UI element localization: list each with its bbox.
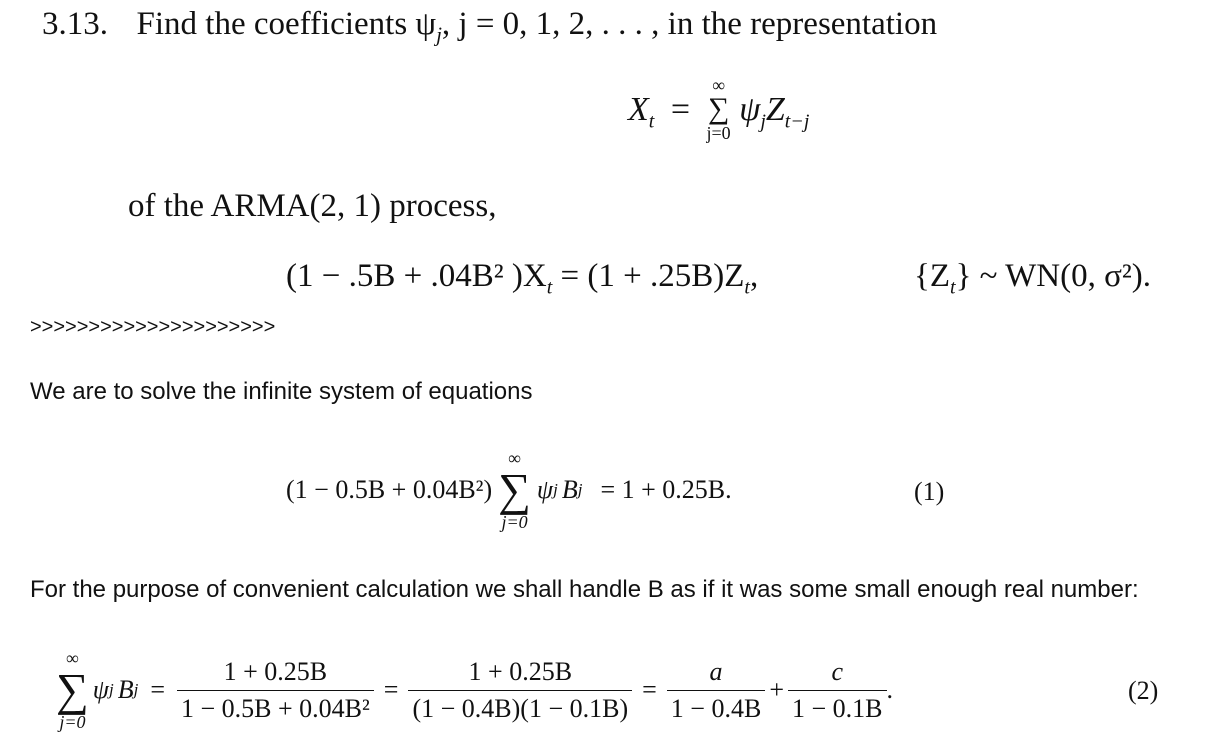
- rep-psi-sub: j: [760, 110, 766, 133]
- equation-2: ∞ ∑ j=0 ψ j B j = $\frac{1 + 0.25B}{\text{1 − 0.5B + 0.04B²}}$ = $\frac{1 + 0.25B}{(1 - 0.4B)(1 - 0.1B)}$ = $\frac{a}{1 - 0.4B}$ + $\frac{c}{1 - 0.1B}$ .: [56, 648, 893, 732]
- statement-sub: j: [436, 22, 442, 47]
- arma-equation: [286, 258, 759, 299]
- eq2-psi: ψ: [92, 675, 109, 704]
- problem-number: 3.13.: [42, 6, 108, 42]
- noise-right: } ~ WN(0, σ²).: [955, 258, 1152, 294]
- eq2-sum-bottom: j=0: [59, 712, 86, 732]
- separator-line: >>>>>>>>>>>>>>>>>>>>>: [30, 316, 276, 338]
- eq2-sum: ∞ ∑ j=0: [56, 648, 89, 732]
- equation-1: (1 − 0.5B + 0.04B²) ∞ ∑ j=0 ψ j B j = 1 + 0.25B.: [286, 448, 732, 532]
- eq2-fraction-2: [408, 657, 632, 724]
- rep-sum: ∞ ∑ j=0: [706, 75, 731, 143]
- eq2-plus: +: [769, 675, 784, 704]
- rep-sum-bottom: j=0: [706, 123, 731, 143]
- equation-1-tag: (1): [914, 477, 945, 506]
- noise-left: {Z: [914, 258, 950, 294]
- equation-2-tag: (2): [1128, 676, 1159, 705]
- explanation-text: For the purpose of convenient calculation we shall handle B as if it was some small enough real number:: [30, 576, 1139, 603]
- rep-sum-top: ∞: [712, 75, 726, 95]
- noise-spec: [914, 258, 1152, 299]
- eq2-f4-den: 1 − 0.1B: [788, 690, 887, 724]
- process-text: of the ARMA(2, 1) process,: [128, 188, 497, 224]
- intro-text: We are to solve the infinite system of equations: [30, 378, 533, 405]
- eq2-fraction-3: [667, 657, 766, 724]
- rep-z: Z: [765, 90, 785, 128]
- arma-rhs-sub: t: [744, 276, 750, 299]
- eq2-f2-den: (1 − 0.4B)(1 − 0.1B): [408, 690, 632, 724]
- statement-tail: , j = 0, 1, 2, . . . , in the representation: [441, 6, 938, 42]
- eq2-equals-3: =: [642, 675, 657, 704]
- rep-lhs-sub: t: [648, 110, 655, 133]
- representation-equation: [628, 75, 810, 143]
- eq2-fraction-4: [788, 657, 887, 724]
- arma-lhs-sub: t: [546, 276, 553, 299]
- rep-lhs: X: [628, 90, 649, 128]
- eq1-sum-bottom: j=0: [501, 512, 528, 532]
- arma-lhs: (1 − .5B + .04B² )X: [286, 258, 547, 294]
- statement-text: Find the coefficients ψ: [136, 6, 437, 42]
- eq2-f2-num: 1 + 0.25B: [468, 656, 573, 686]
- rep-equals: =: [670, 90, 691, 128]
- rep-z-sub: t−j: [784, 110, 810, 133]
- eq2-b: B: [117, 675, 134, 704]
- eq2-f1-num: 1 + 0.25B: [223, 656, 328, 686]
- problem-statement: [42, 6, 938, 47]
- eq1-sum: ∞ ∑ j=0: [498, 448, 531, 532]
- eq1-sum-top: ∞: [508, 448, 521, 468]
- eq2-f3-den: 1 − 0.4B: [667, 690, 766, 724]
- arma-comma: ,: [749, 258, 759, 294]
- eq1-left: (1 − 0.5B + 0.04B²): [286, 475, 493, 504]
- eq1-right: = 1 + 0.25B.: [600, 475, 732, 504]
- noise-left-sub: t: [950, 276, 956, 299]
- eq2-f3-num: a: [709, 656, 723, 686]
- eq2-f1-den: 1 − 0.5B + 0.04B²: [177, 690, 374, 724]
- eq2-equals-2: =: [383, 675, 399, 704]
- eq2-equals-1: =: [150, 675, 165, 704]
- eq1-psi: ψ: [536, 475, 554, 504]
- eq1-b: B: [561, 475, 578, 504]
- eq2-f4-num: c: [831, 656, 844, 686]
- eq2-sum-top: ∞: [65, 648, 79, 668]
- eq2-fraction-1: [177, 657, 374, 724]
- eq2-period: .: [886, 675, 893, 704]
- arma-rhs: = (1 + .25B)Z: [552, 258, 745, 294]
- rep-psi: ψ: [739, 90, 761, 128]
